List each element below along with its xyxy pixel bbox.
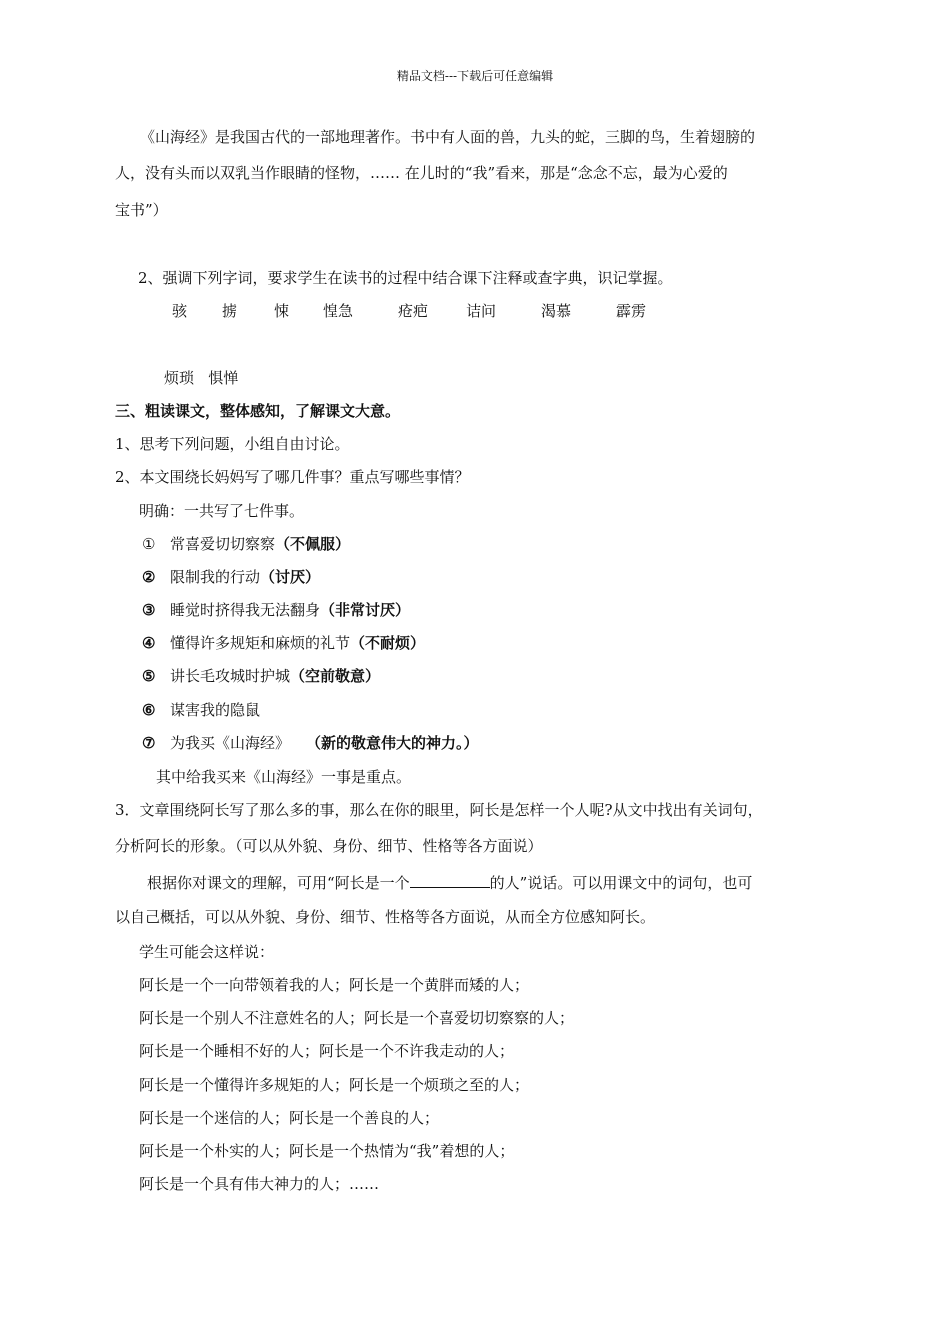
vocab-word: 霹雳 [616,302,647,320]
event-item [142,567,320,587]
vocab-word: 悚 [274,302,290,320]
student-answer-line: 阿长是一个懂得许多规矩的人；阿长是一个烦琐之至的人； [139,1076,530,1094]
students-intro: 学生可能会这样说： [139,943,275,961]
event-item [142,534,350,554]
event-text: 懂得许多规矩和麻烦的礼节 [170,634,351,652]
event-number: ① [142,535,156,553]
fill-in-sentence [147,871,752,893]
key-point: 其中给我买来《山海经》一事是重点。 [156,768,412,786]
event-number: ⑦ [142,734,156,752]
student-answer-line: 阿长是一个睡相不好的人；阿长是一个不许我走动的人； [139,1042,515,1060]
event-item [142,666,380,686]
event-item [142,733,479,753]
event-text: 谋害我的隐鼠 [170,701,261,719]
section2-title: 2、强调下列字词，要求学生在读书的过程中结合课下注释或查字典，识记掌握。 [138,269,673,287]
vocab-word: 掳 [222,302,238,320]
event-note: （空前敬意） [290,667,381,685]
event-item [142,700,260,720]
event-number: ③ [142,601,156,619]
student-answer-line: 阿长是一个别人不注意姓名的人；阿长是一个喜爱切切察察的人； [139,1009,575,1027]
answer-intro: 明确：一共写了七件事。 [139,502,305,520]
event-number: ④ [142,634,156,652]
vocab-word: 诘问 [466,302,497,320]
vocab-word: 骇 [172,302,188,320]
page-header: 精品文档---下载后可任意编辑 [396,69,554,83]
question-3-line-1: 3．文章围绕阿长写了那么多的事，那么在你的眼里，阿长是怎样一个人呢?从文中找出有关词句， [115,801,763,819]
intro-line-2: 人，没有头而以双乳当作眼睛的怪物，…… 在儿时的“我”看来，那是“念念不忘，最为心爱的 [115,164,728,182]
event-text: 限制我的行动 [170,568,261,586]
event-text: 睡觉时挤得我无法翻身 [170,601,321,619]
fill-post: 的人”说话。可以用课文中的词句，也可 [489,874,753,892]
event-item [142,600,410,620]
event-text: 常喜爱切切察察 [170,535,276,553]
question-2: 2、本文围绕长妈妈写了哪几件事？重点写哪些事情？ [115,468,470,486]
student-answer-line: 阿长是一个一向带领着我的人；阿长是一个黄胖而矮的人； [139,976,530,994]
vocab-row-2: 烦琐 惧惮 [164,369,239,387]
student-answer-line: 阿长是一个迷信的人；阿长是一个善良的人； [139,1109,440,1127]
event-text: 讲长毛攻城时护城 [170,667,291,685]
event-note: （不耐烦） [350,634,426,652]
student-answer-line: 阿长是一个具有伟大神力的人；…… [139,1175,380,1193]
fill-pre: 根据你对课文的理解，可用“阿长是一个 [147,874,410,892]
fill-in-line-2: 以自己概括，可以从外貌、身份、细节、性格等各方面说，从而全方位感知阿长。 [115,908,656,926]
question-3-line-2: 分析阿长的形象。（可以从外貌、身份、细节、性格等各方面说） [115,837,543,855]
vocab-word: 渴慕 [541,302,572,320]
event-item [142,633,425,653]
intro-line-3: 宝书”） [115,201,168,219]
vocab-word: 疮疤 [398,302,429,320]
section3-heading: 三、粗读课文，整体感知，了解课文大意。 [115,402,401,420]
vocab-word: 惶急 [323,302,354,320]
event-number: ⑥ [142,701,156,719]
question-1: 1、思考下列问题，小组自由讨论。 [115,435,350,453]
event-note: （非常讨厌） [320,601,411,619]
event-note: （讨厌） [260,568,321,586]
event-number: ⑤ [142,667,156,685]
event-note: （不佩服） [275,535,351,553]
intro-line-1: 《山海经》是我国古代的一部地理著作。书中有人面的兽，九头的蛇，三脚的鸟，生着翅膀的 [140,128,756,146]
event-text: 为我买《山海经》 [170,734,291,752]
event-note: （新的敬意伟大的神力。） [306,734,479,752]
student-answer-line: 阿长是一个朴实的人；阿长是一个热情为“我”着想的人； [139,1142,515,1160]
fill-blank [410,871,490,888]
event-number: ② [142,568,156,586]
